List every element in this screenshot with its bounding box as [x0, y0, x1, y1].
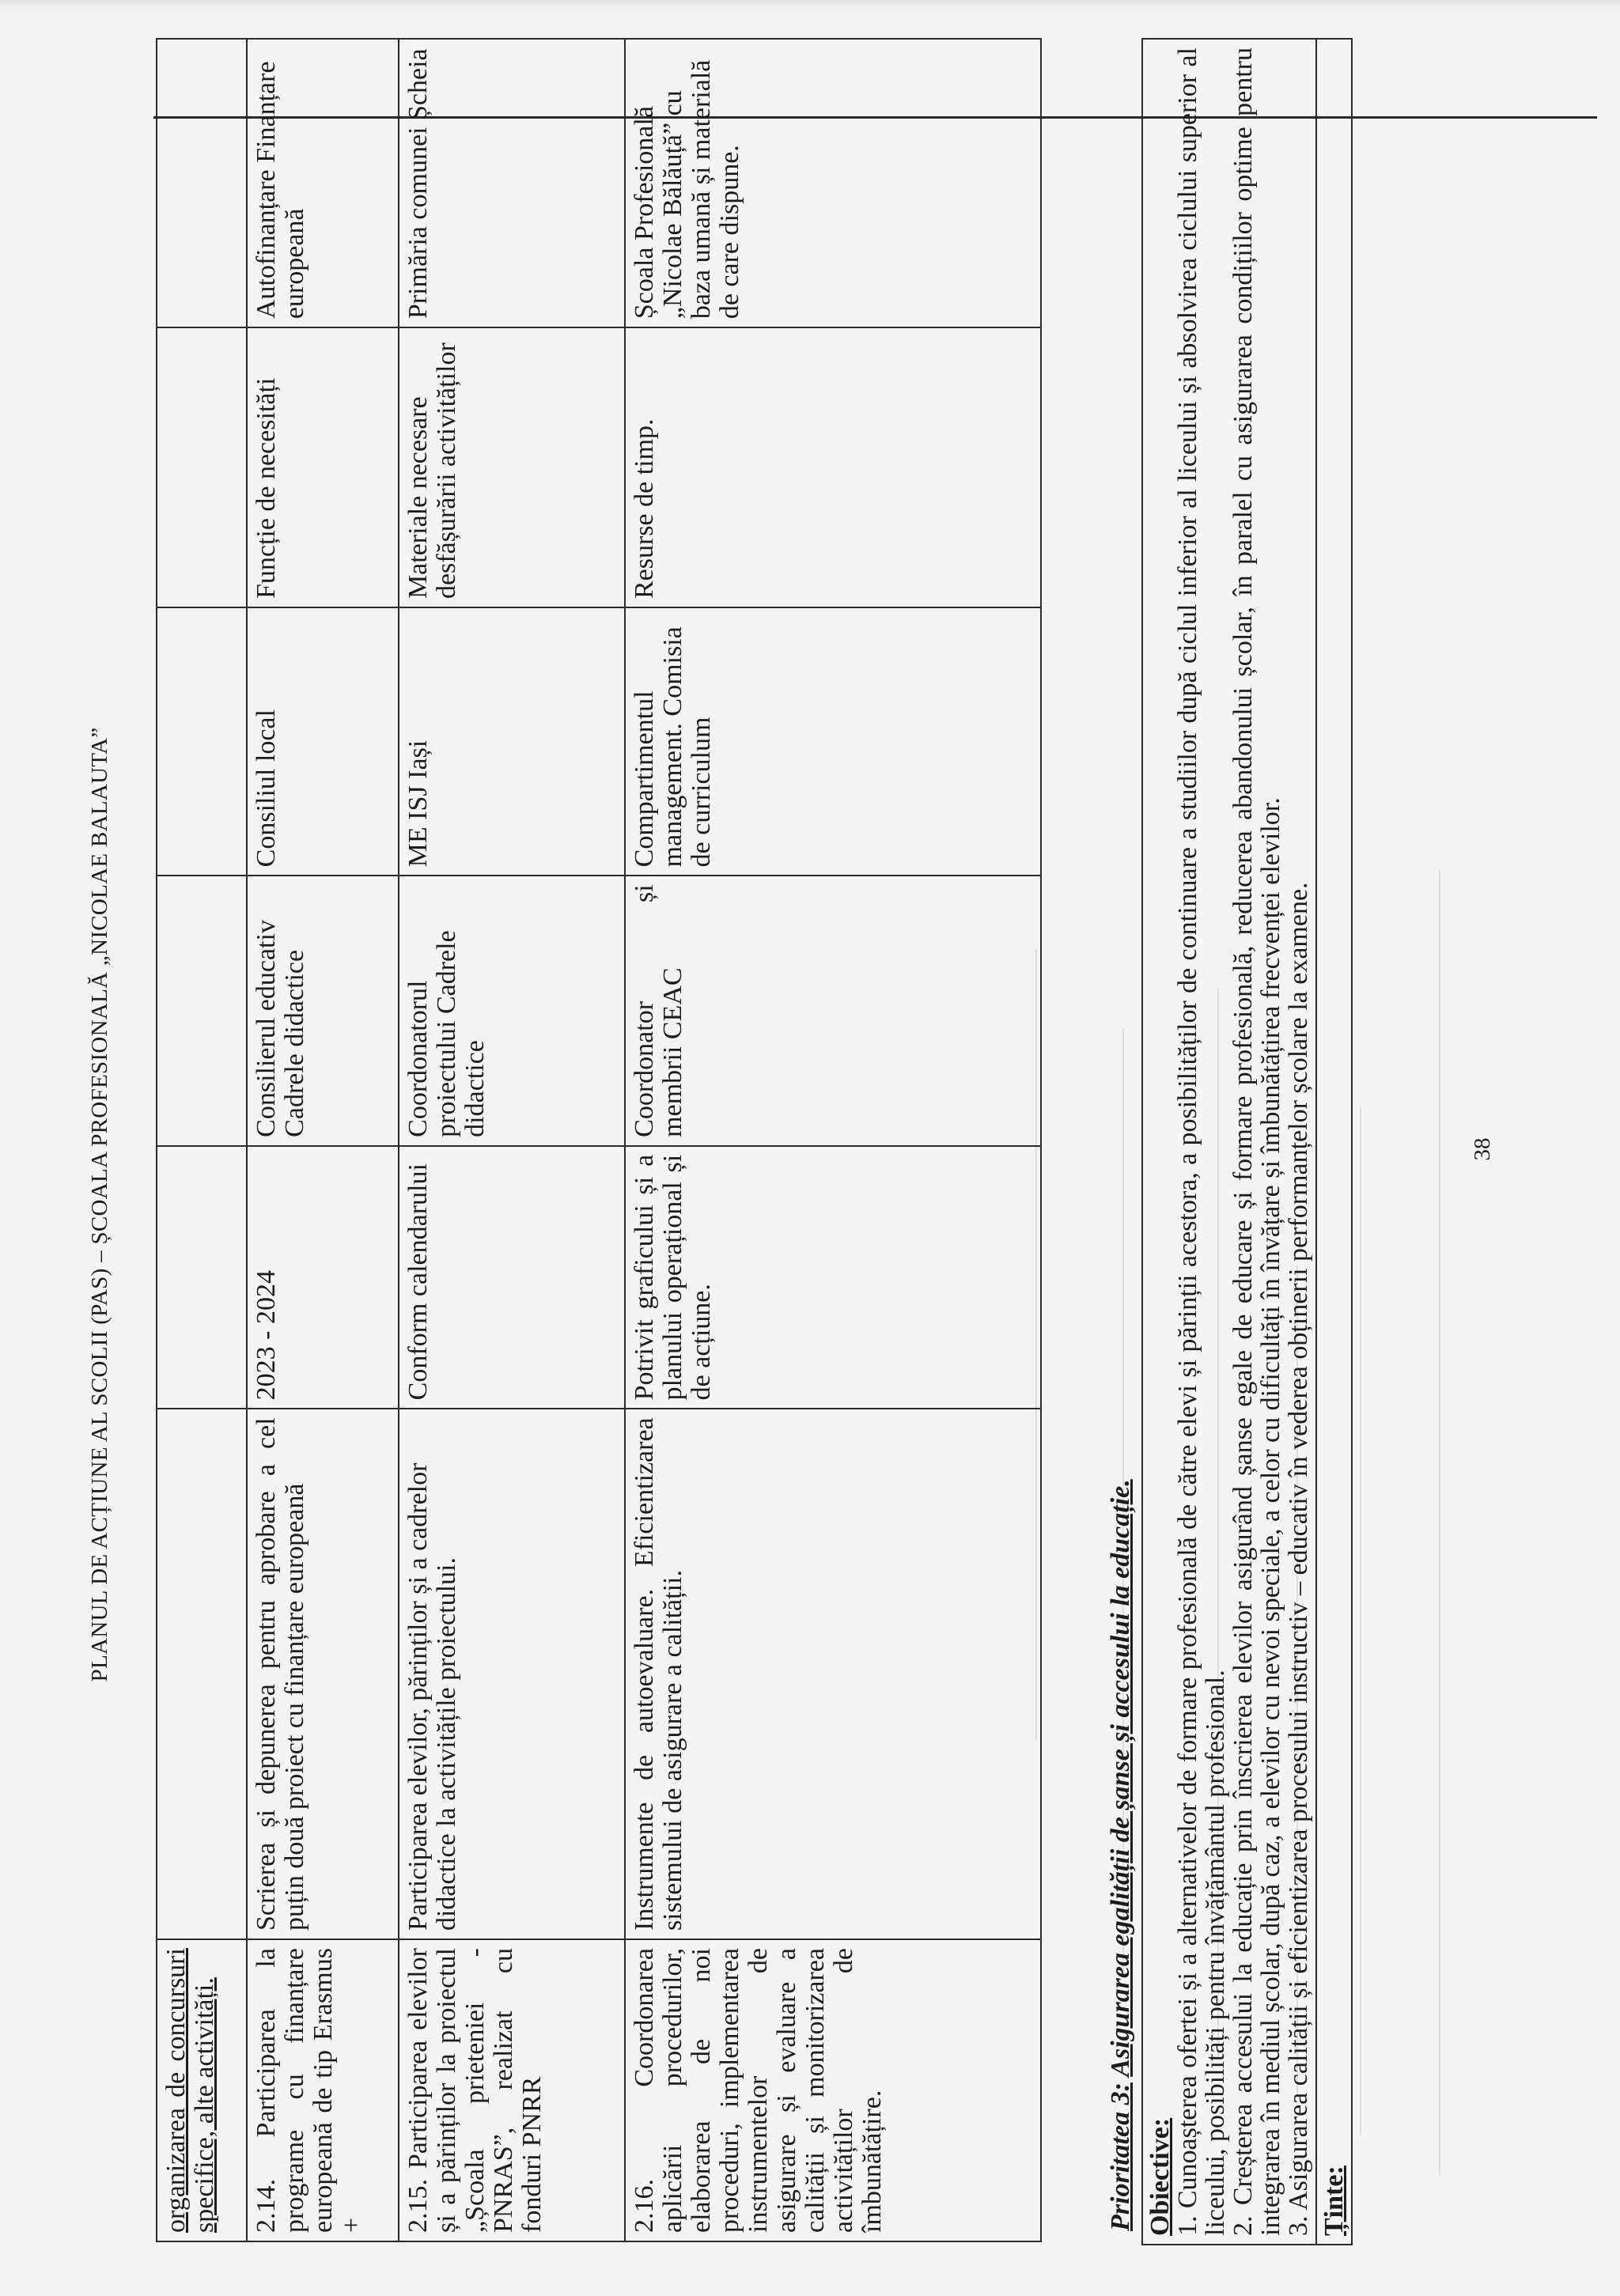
page-number: 38	[1470, 1137, 1495, 1161]
partners-cell: ME ISJ Iași	[399, 607, 625, 876]
objectives-row	[1142, 39, 1316, 2245]
resources-cell	[157, 327, 247, 607]
table-row	[625, 39, 1041, 2241]
responsible-cell	[157, 876, 247, 1146]
responsible-cell: Consilierul educativ Cadrele didactice	[247, 876, 399, 1146]
targets-cell	[1316, 39, 1352, 2245]
table-row	[247, 39, 399, 2241]
funding-cell: Autofinanțare Finanțare europeană	[247, 39, 399, 327]
deadline-cell	[157, 1146, 247, 1409]
deadline-cell: Potrivit graficului și a planului operațional și de acțiune.	[625, 1146, 1041, 1409]
table-row	[157, 39, 247, 2241]
objectives-table	[1141, 38, 1353, 2245]
partners-cell: Consiliul local	[247, 607, 399, 876]
page-header: PLANUL DE ACȚIUNE AL SCOLII (PAS) – ȘCOALA PROFESIONALĂ „NICOLAE BALAUTA”	[87, 727, 112, 1682]
funding-cell: Școala Profesională „Nicolae Bălăuță” cu baza umană și materială de care dispune.	[625, 39, 1041, 327]
priority-heading	[1106, 887, 1136, 2231]
resources-cell: Materiale necesare desfășurării activităților	[399, 327, 625, 607]
indicators-cell: Participarea elevilor, părinților și a cadrelor didactice la activitățile proiectului.	[399, 1409, 625, 1939]
deadline-cell: 2023 - 2024	[247, 1146, 399, 1409]
priority-label: Prioritatea 3:	[1106, 2082, 1135, 2231]
resources-cell: Funcție de necesități	[247, 327, 399, 607]
activity-cell: 2.16. Coordonarea aplicării procedurilor, elaborarea de noi proceduri, implementarea instrumentelor de asigurare și evaluare a calității și monitorizarea activităților de îmbunătățire.	[625, 1939, 1041, 2241]
objectives-heading: Obiective:	[1145, 2117, 1175, 2236]
targets-heading: Ținte:	[1319, 2166, 1349, 2236]
objective-item: 1. Cunoașterea ofertei și a alternativelor de formare profesională de către elevi și părinții acestora, a posibilităților de continuare a studiilor după ciclul inferior al liceului și absolvirea ciclului superior al liceului, posibilități pentru învățământul profesional.	[1173, 47, 1230, 2236]
indicators-cell: Instrumente de autoevaluare. Eficientizarea sistemului de asigurare a calității.	[625, 1409, 1041, 1939]
targets-row	[1316, 39, 1352, 2245]
activity-cell: organizarea de concursuri specifice, alte activități.	[157, 1939, 247, 2241]
resources-cell: Resurse de timp.	[625, 327, 1041, 607]
responsible-cell: Coordonator și membrii CEAC	[625, 876, 1041, 1146]
activity-cell: 2.14. Participarea la programe cu finanțare europeană de tip Erasmus +	[247, 1939, 399, 2241]
funding-cell: Primăria comunei Șcheia	[399, 39, 625, 327]
partners-cell: Compartimentul management. Comisia de curriculum	[625, 607, 1041, 876]
action-plan-table	[156, 38, 1042, 2242]
priority-title: Asigurarea egalității de șanse și accesului la educație.	[1106, 1479, 1135, 2077]
objectives-cell	[1142, 39, 1316, 2245]
responsible-cell: Coordonatorul proiectului Cadrele didactice	[399, 876, 625, 1146]
objective-item: 2. Creșterea accesului la educație prin înscrierea elevilor asigurând șanse egale de educare și formare profesională, reducerea abandonului școlar, în paralel cu asigurarea condițiilor optime pentru integrarea în mediul școlar, după caz, a elevilor cu nevoi speciale, a celor cu dificultăți în învățare și îmbunătățirea frecvenței elevilor.	[1228, 47, 1285, 2236]
funding-cell	[157, 39, 247, 327]
indicators-cell: Scrierea și depunerea pentru aprobare a cel puțin două proiect cu finanțare europeană	[247, 1409, 399, 1939]
activity-cell: 2.15. Participarea elevilor și a părinților la proiectul „Școala prieteniei - PNRAS”, realizat cu fonduri PNRR	[399, 1939, 625, 2241]
partners-cell	[157, 607, 247, 876]
objective-item: 3. Asigurarea calității și eficientizarea procesului instructiv – educativ în vederea obținerii performanțelor școlare la examene.	[1284, 882, 1313, 2236]
table-row	[399, 39, 625, 2241]
deadline-cell: Conform calendarului	[399, 1146, 625, 1409]
indicators-cell	[157, 1409, 247, 1939]
